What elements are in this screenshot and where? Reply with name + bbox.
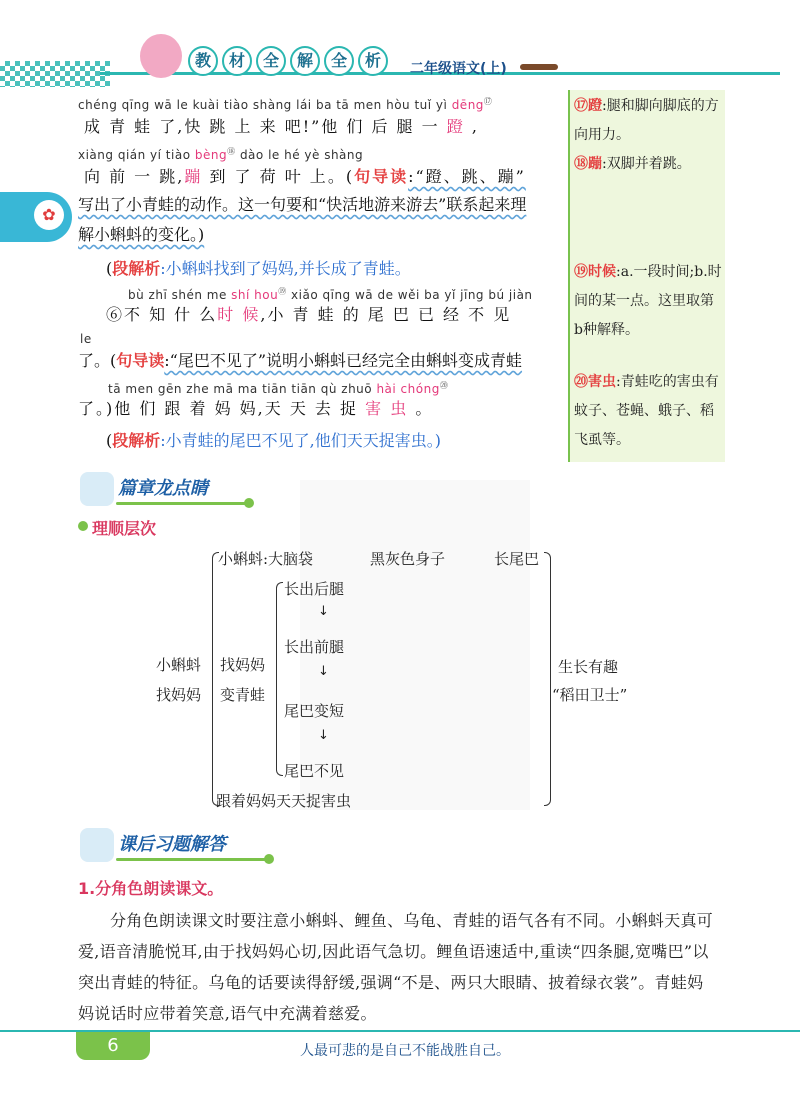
page-number: 6 [76, 1032, 150, 1060]
note-word: ⑱蹦 [574, 156, 602, 172]
text-line-8: 了。)他 们 跟 着 妈 妈,天 天 去 捉 害 虫 。 [78, 399, 434, 418]
note-18 [574, 150, 722, 179]
robot-icon [80, 472, 114, 506]
section-underline [116, 858, 266, 861]
subtitle-order: 理顺层次 [92, 519, 157, 538]
title-char-1: 教 [188, 46, 218, 76]
diagram-step-3: 尾巴变短 [284, 702, 345, 720]
diagram-step-4: 尾巴不见 [284, 762, 345, 780]
title-char-3: 全 [256, 46, 286, 76]
diagram-branch-1: 找妈妈 [220, 656, 266, 674]
exercise-title: 1.分角色朗读课文。 [78, 879, 224, 898]
pinyin-line-7: le [80, 332, 92, 346]
section-dot [264, 854, 274, 864]
pencil-icon [520, 64, 558, 70]
diagram-step-2: 长出前腿 [284, 638, 345, 656]
notes-divider [568, 90, 570, 462]
pinyin-line-1: chéng qīng wā le kuài tiào shàng lái ba tā men hòu tuǐ yì dēng⑰ [78, 97, 493, 112]
pinyin-line-2: xiàng qián yí tiào bèng⑱ dào le hé yè shàng [78, 147, 364, 162]
arrow-down-icon: ↓ [318, 604, 329, 619]
brace-left-outer [212, 552, 219, 806]
pinyin-line-8: tā men gēn zhe mā ma tiān tiān qù zhuō hài chóng⑳ [108, 381, 449, 396]
diagram-bottom: 跟着妈妈天天捉害虫 [216, 792, 352, 810]
header-band [0, 58, 800, 88]
section-dot [244, 498, 254, 508]
diagram-top-3: 长尾巴 [494, 550, 540, 568]
note-17 [574, 92, 722, 150]
section-title-2: 课后习题解答 [118, 834, 226, 855]
note-19 [574, 258, 722, 345]
diagram-root-2: 找妈妈 [156, 686, 202, 704]
footer-quote: 人最可悲的是自己不能战胜自己。 [300, 1043, 510, 1059]
diagram-step-1: 长出后腿 [284, 580, 345, 598]
text-line-6: ⑥不 知 什 么时 候,小 青 蛙 的 尾 巴 已 经 不 见 [106, 305, 512, 324]
diagram-top-1: 小蝌蚪:大脑袋 [218, 550, 314, 568]
title-char-4: 解 [290, 46, 320, 76]
arrow-down-icon: ↓ [318, 728, 329, 743]
segment-analysis-1: (段解析:小蝌蚪找到了妈妈,并长成了青蛙。 [106, 259, 411, 278]
note-word: ⑲时候 [574, 264, 616, 280]
title-char-5: 全 [324, 46, 354, 76]
note-text: :青蛙吃的害虫有蚊子、苍蝇、蛾子、稻飞虱等。 [574, 374, 719, 448]
title-char-6: 析 [358, 46, 388, 76]
mascot-icon [140, 34, 182, 78]
text-line-2: 向 前 一 跳,蹦 到 了 荷 叶 上。(句导读:“蹬、跳、蹦” [84, 167, 526, 186]
section-head-2 [80, 830, 320, 860]
pinyin-line-6: bù zhī shén me shí hou⑲ xiǎo qīng wā de wěi ba yǐ jīng bú jiàn [128, 287, 533, 302]
arrow-down-icon: ↓ [318, 664, 329, 679]
text-line-3: 写出了小青蛙的动作。这一句要和“快活地游来游去”联系起来理 [78, 195, 527, 214]
grade-label: 二年级语文(上) [410, 61, 507, 77]
note-text: :腿和脚向脚底的方向用力。 [574, 98, 719, 143]
diagram-result-1: 生长有趣 [558, 658, 619, 676]
diagram-root-1: 小蝌蚪 [156, 656, 202, 674]
segment-analysis-2: (段解析:小青蛙的尾巴不见了,他们天天捉害虫。) [106, 431, 441, 450]
robot-icon [80, 828, 114, 862]
section-title-1: 篇章龙点睛 [118, 478, 208, 499]
note-word: ⑰蹬 [574, 98, 602, 114]
note-text: :a.一段时间;b.时间的某一点。这里取第b种解释。 [574, 264, 722, 338]
diagram-top-2: 黑灰色身子 [370, 550, 446, 568]
diagram-result-2: “稻田卫士” [552, 686, 628, 704]
fox-icon: ✿ [34, 200, 64, 230]
note-text: :双脚并着跳。 [602, 156, 691, 172]
title-char-2: 材 [222, 46, 252, 76]
brace-right [544, 552, 551, 806]
brace-steps [276, 582, 283, 776]
text-line-4: 解小蝌蚪的变化。) [78, 225, 205, 244]
section-underline [116, 502, 246, 505]
note-word: ⑳害虫 [574, 374, 616, 390]
exercise-answer: 分角色朗读课文时要注意小蝌蚪、鲤鱼、乌龟、青蛙的语气各有不同。小蝌蚪天真可爱,语音清脆悦耳,由于找妈妈心切,因此语气急切。鲤鱼语速适中,重读“四条腿,宽嘴巴”以突出青蛙的特征。乌龟的话要读得舒缓,强调“不是、两只大眼睛、披着绿衣裳”。青蛙妈妈说话时应带着笑意,语气中充满着慈爱。 [78, 911, 714, 1023]
section-head-1 [80, 474, 320, 504]
header-checker-pattern [0, 61, 110, 87]
bullet-dot [78, 521, 88, 531]
text-line-1: 成 青 蛙 了,快 跳 上 来 吧!”他 们 后 腿 一 蹬 , [84, 117, 479, 136]
note-20 [574, 368, 722, 455]
text-line-7: 了。(句导读:“尾巴不见了”说明小蝌蚪已经完全由蝌蚪变成青蛙 [78, 351, 523, 370]
diagram-branch-2: 变青蛙 [220, 686, 266, 704]
